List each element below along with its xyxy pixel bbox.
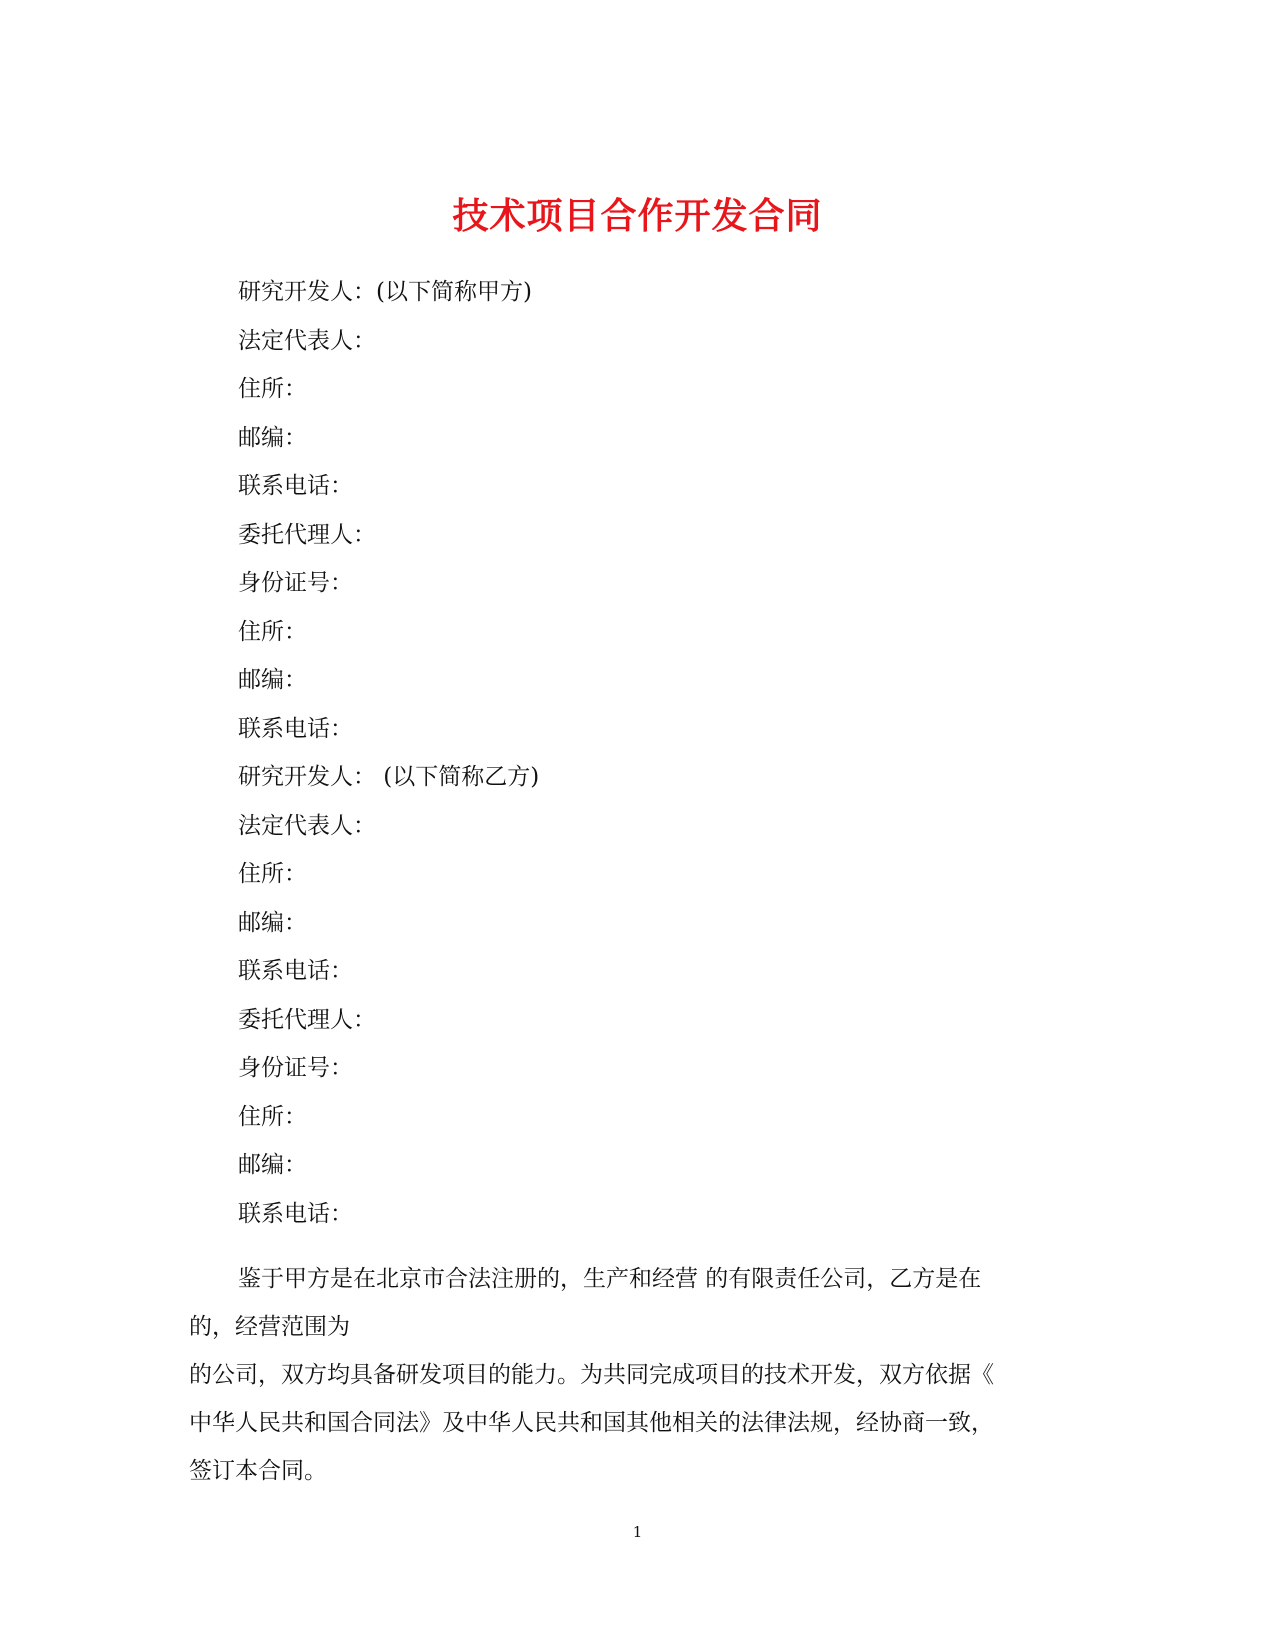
paragraph-line: 的公司，双方均具备研发项目的能力。为共同完成项目的技术开发，双方依据《 bbox=[189, 1362, 994, 1388]
field-party-b-agent: 委托代理人： bbox=[238, 1006, 376, 1033]
paragraph-line: 鉴于甲方是在北京市合法注册的，生产和经营 的有限责任公司，乙方是在 bbox=[238, 1266, 982, 1292]
field-party-b-developer: 研究开发人： (以下简称乙方) bbox=[238, 764, 540, 790]
party-fields-list bbox=[238, 278, 539, 1248]
field-party-a-phone: 联系电话： bbox=[238, 473, 353, 499]
field-party-a-agent: 委托代理人： bbox=[238, 521, 376, 548]
paragraph-line: 的，经营范围为 bbox=[189, 1314, 350, 1340]
field-party-a-postcode: 邮编： bbox=[238, 424, 307, 451]
page-number: 1 bbox=[632, 1523, 643, 1541]
field-party-b-address: 住所： bbox=[238, 861, 307, 887]
field-party-a-agent-address: 住所： bbox=[238, 618, 307, 645]
field-party-b-agent-phone: 联系电话： bbox=[238, 1200, 353, 1227]
field-party-a-developer: 研究开发人：(以下简称甲方) bbox=[238, 279, 532, 305]
field-party-a-address: 住所： bbox=[238, 376, 307, 402]
page-title: 技术项目合作开发合同 bbox=[452, 195, 823, 238]
paragraph-line: 中华人民共和国合同法》及中华人民共和国其他相关的法律法规，经协商一致， bbox=[189, 1410, 994, 1436]
field-party-a-agent-postcode: 邮编： bbox=[238, 667, 307, 693]
paragraph-line: 签订本合同。 bbox=[189, 1458, 327, 1484]
field-party-b-agent-postcode: 邮编： bbox=[238, 1152, 307, 1178]
field-party-b-phone: 联系电话： bbox=[238, 958, 353, 984]
field-party-b-agent-id: 身份证号： bbox=[238, 1055, 353, 1081]
field-party-b-legal-rep: 法定代表人： bbox=[238, 812, 376, 839]
field-party-a-legal-rep: 法定代表人： bbox=[238, 327, 376, 354]
field-party-b-agent-address: 住所： bbox=[238, 1103, 307, 1130]
preamble-paragraph bbox=[189, 1255, 1069, 1495]
field-party-a-agent-phone: 联系电话： bbox=[238, 715, 353, 742]
field-party-a-agent-id: 身份证号： bbox=[238, 570, 353, 596]
field-party-b-postcode: 邮编： bbox=[238, 909, 307, 936]
